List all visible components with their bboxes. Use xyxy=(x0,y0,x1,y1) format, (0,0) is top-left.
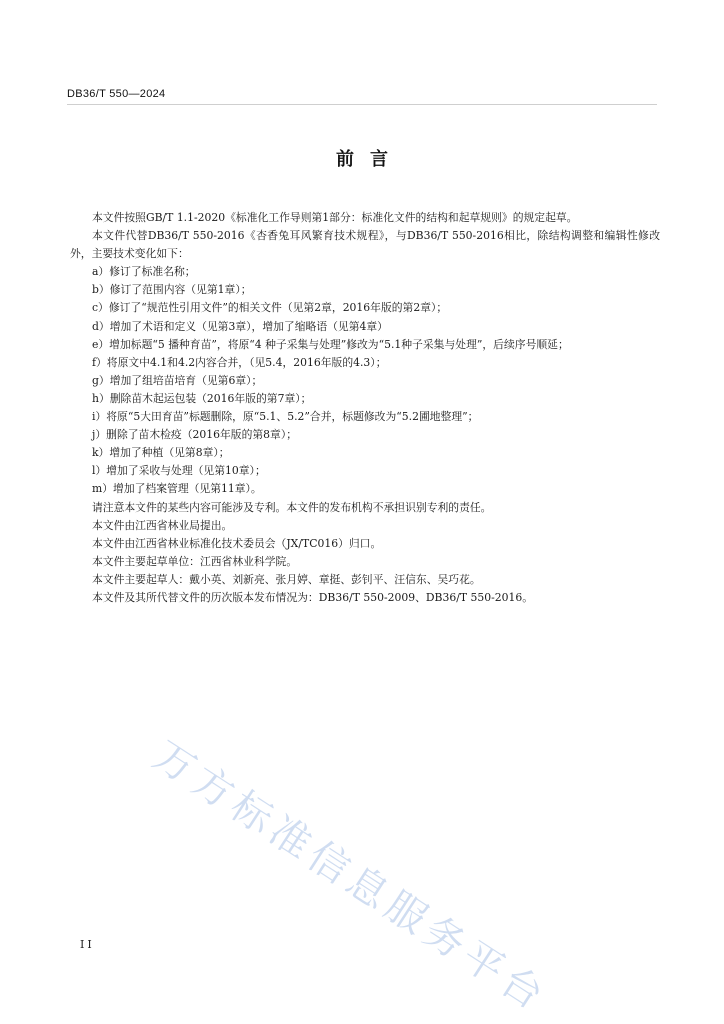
paragraph-patent-notice: 请注意本文件的某些内容可能涉及专利。本文件的发布机构不承担识别专利的责任。 xyxy=(92,500,492,514)
list-item-m: m）增加了档案管理（见第11章）。 xyxy=(92,482,262,496)
paragraph-committee: 本文件由江西省林业标准化技术委员会（JX/TC016）归口。 xyxy=(92,536,382,550)
page-title: 前言 xyxy=(336,149,404,170)
paragraph-version-history: 本文件及其所代替文件的历次版本发布情况为：DB36/T 550-2009、DB36/T 550-2016。 xyxy=(92,590,533,604)
list-item-d: d）增加了术语和定义（见第3章），增加了缩略语（见第4章） xyxy=(92,319,388,333)
paragraph-proposer: 本文件由江西省林业局提出。 xyxy=(92,518,233,532)
page-number: II xyxy=(80,938,95,951)
foreword-body xyxy=(70,209,660,607)
paragraph-drafters: 本文件主要起草人：戴小英、刘新亮、张月婷、章挺、彭钊平、汪信东、吴巧花。 xyxy=(92,572,481,586)
list-item-c: c）修订了“规范性引用文件”的相关文件（见第2章，2016年版的第2章）； xyxy=(92,301,448,315)
list-item-g: g）增加了组培苗培育（见第6章）； xyxy=(92,373,263,387)
list-item-f: f）将原文中4.1和4.2内容合并，（见5.4，2016年版的4.3）； xyxy=(92,355,387,369)
paragraph-drafting-unit: 本文件主要起草单位：江西省林业科学院。 xyxy=(92,554,298,568)
paragraph-replacement: 本文件代替DB36/T 550-2016《杏香兔耳风繁育技术规程》，与DB36/T 550-2016相比，除结构调整和编辑性修改外，主要技术变化如下： xyxy=(70,229,660,261)
list-item-a: a）修订了标准名称； xyxy=(92,265,196,279)
list-item-b: b）修订了范围内容（见第1章）； xyxy=(92,283,252,297)
paragraph-drafting-basis: 本文件按照GB/T 1.1-2020《标准化工作导则第1部分：标准化文件的结构和起草规则》的规定起草。 xyxy=(92,211,578,224)
list-item-e: e）增加标题“5 播种育苗”，将原“4 种子采集与处理”修改为“5.1种子采集与处理”，后续序号顺延； xyxy=(92,337,569,351)
list-item-h: h）删除苗木起运包装（2016年版的第7章）； xyxy=(92,391,312,405)
list-item-j: j）删除了苗木检疫（2016年版的第8章）； xyxy=(92,428,298,442)
list-item-k: k）增加了种植（见第8章）； xyxy=(92,446,230,460)
list-item-i: i）将原“5大田育苗”标题删除，原“5.1、5.2”合并，标题修改为“5.2圃地整理”； xyxy=(92,410,479,424)
list-item-l: l）增加了采收与处理（见第10章）； xyxy=(92,464,266,478)
header-rule xyxy=(67,104,657,105)
watermark: 万方标准信息服务平台 xyxy=(145,732,556,1022)
document-code: DB36/T 550—2024 xyxy=(67,88,166,100)
